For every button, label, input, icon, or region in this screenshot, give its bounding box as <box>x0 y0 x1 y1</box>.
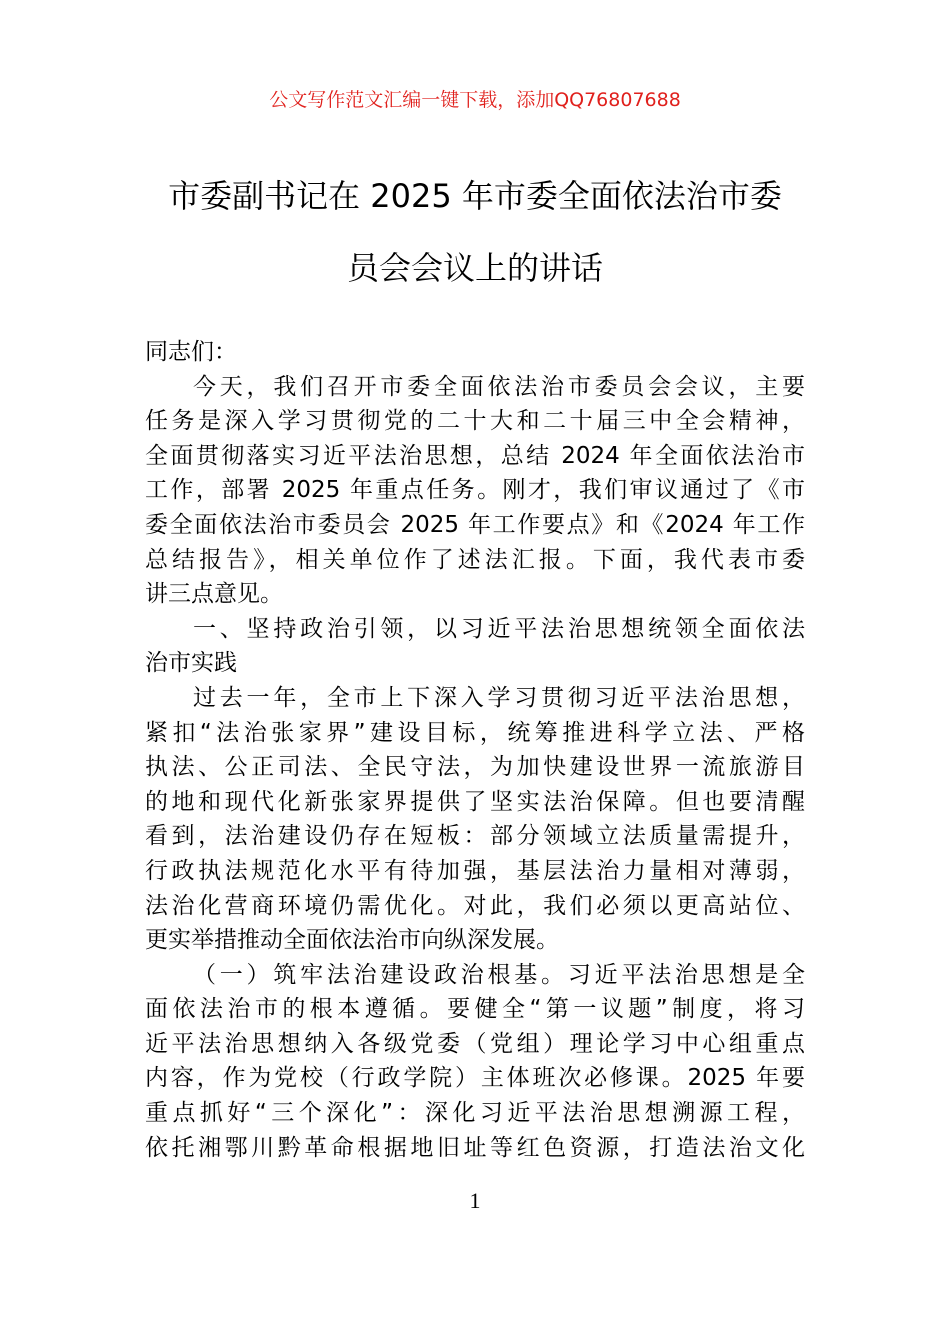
download-banner: 公文写作范文汇编一键下载，添加QQ76807688 <box>269 89 681 111</box>
text-line: 重点抓好“三个深化”：深化习近平法治思想溯源工程， <box>145 1100 805 1127</box>
text-line: 看到，法治建设仍存在短板：部分领域立法质量需提升， <box>145 823 805 850</box>
text-line: 全面贯彻落实习近平法治思想，总结 2024 年全面依法治市 <box>145 442 805 469</box>
text-line: 近平法治思想纳入各级党委（党组）理论学习中心组重点 <box>145 1030 805 1057</box>
title-line: 员会会议上的讲话 <box>346 249 603 287</box>
text-line: （一）筑牢法治建设政治根基。习近平法治思想是全 <box>193 961 805 988</box>
paragraph <box>145 612 805 681</box>
text-line: 治市实践 <box>145 650 237 677</box>
text-line: 委全面依法治市委员会 2025 年工作要点》和《2024 年工作 <box>145 511 805 538</box>
text-line: 的地和现代化新张家界提供了坚实法治保障。但也要清醒 <box>145 788 805 815</box>
text-line: 法治化营商环境仍需优化。对此，我们必须以更高站位、 <box>145 892 805 919</box>
text-line: 过去一年，全市上下深入学习贯彻习近平法治思想， <box>193 684 805 711</box>
document-title <box>140 160 810 304</box>
text-line: 总结报告》，相关单位作了述法汇报。下面，我代表市委 <box>145 546 805 573</box>
text-line: 任务是深入学习贯彻党的二十大和二十届三中全会精神， <box>145 408 805 435</box>
paragraph <box>145 681 805 958</box>
text-line: 行政执法规范化水平有待加强，基层法治力量相对薄弱， <box>145 857 805 884</box>
page-number: 1 <box>469 1188 481 1213</box>
document-body <box>145 335 805 1165</box>
text-line: 讲三点意见。 <box>145 581 283 608</box>
text-line: 面依法治市的根本遵循。要健全“第一议题”制度，将习 <box>145 996 805 1023</box>
text-line: 依托湘鄂川黔革命根据地旧址等红色资源，打造法治文化 <box>145 1134 805 1161</box>
text-line: 今天，我们召开市委全面依法治市委员会会议，主要 <box>193 373 805 400</box>
paragraph <box>145 958 805 1166</box>
paragraph <box>145 335 805 370</box>
text-line: 内容，作为党校（行政学院）主体班次必修课。2025 年要 <box>145 1065 805 1092</box>
text-line: 更实举措推动全面依法治市向纵深发展。 <box>145 927 559 954</box>
paragraph <box>145 370 805 612</box>
text-line: 同志们： <box>145 339 237 365</box>
text-line: 工作，部署 2025 年重点任务。刚才，我们审议通过了《市 <box>145 477 805 504</box>
text-line: 紧扣“法治张家界”建设目标，统筹推进科学立法、严格 <box>145 719 805 746</box>
text-line: 执法、公正司法、全民守法，为加快建设世界一流旅游目 <box>145 754 805 781</box>
title-line: 市委副书记在 2025 年市委全面依法治市委 <box>168 177 782 215</box>
text-line: 一、坚持政治引领，以习近平法治思想统领全面依法 <box>193 615 805 642</box>
